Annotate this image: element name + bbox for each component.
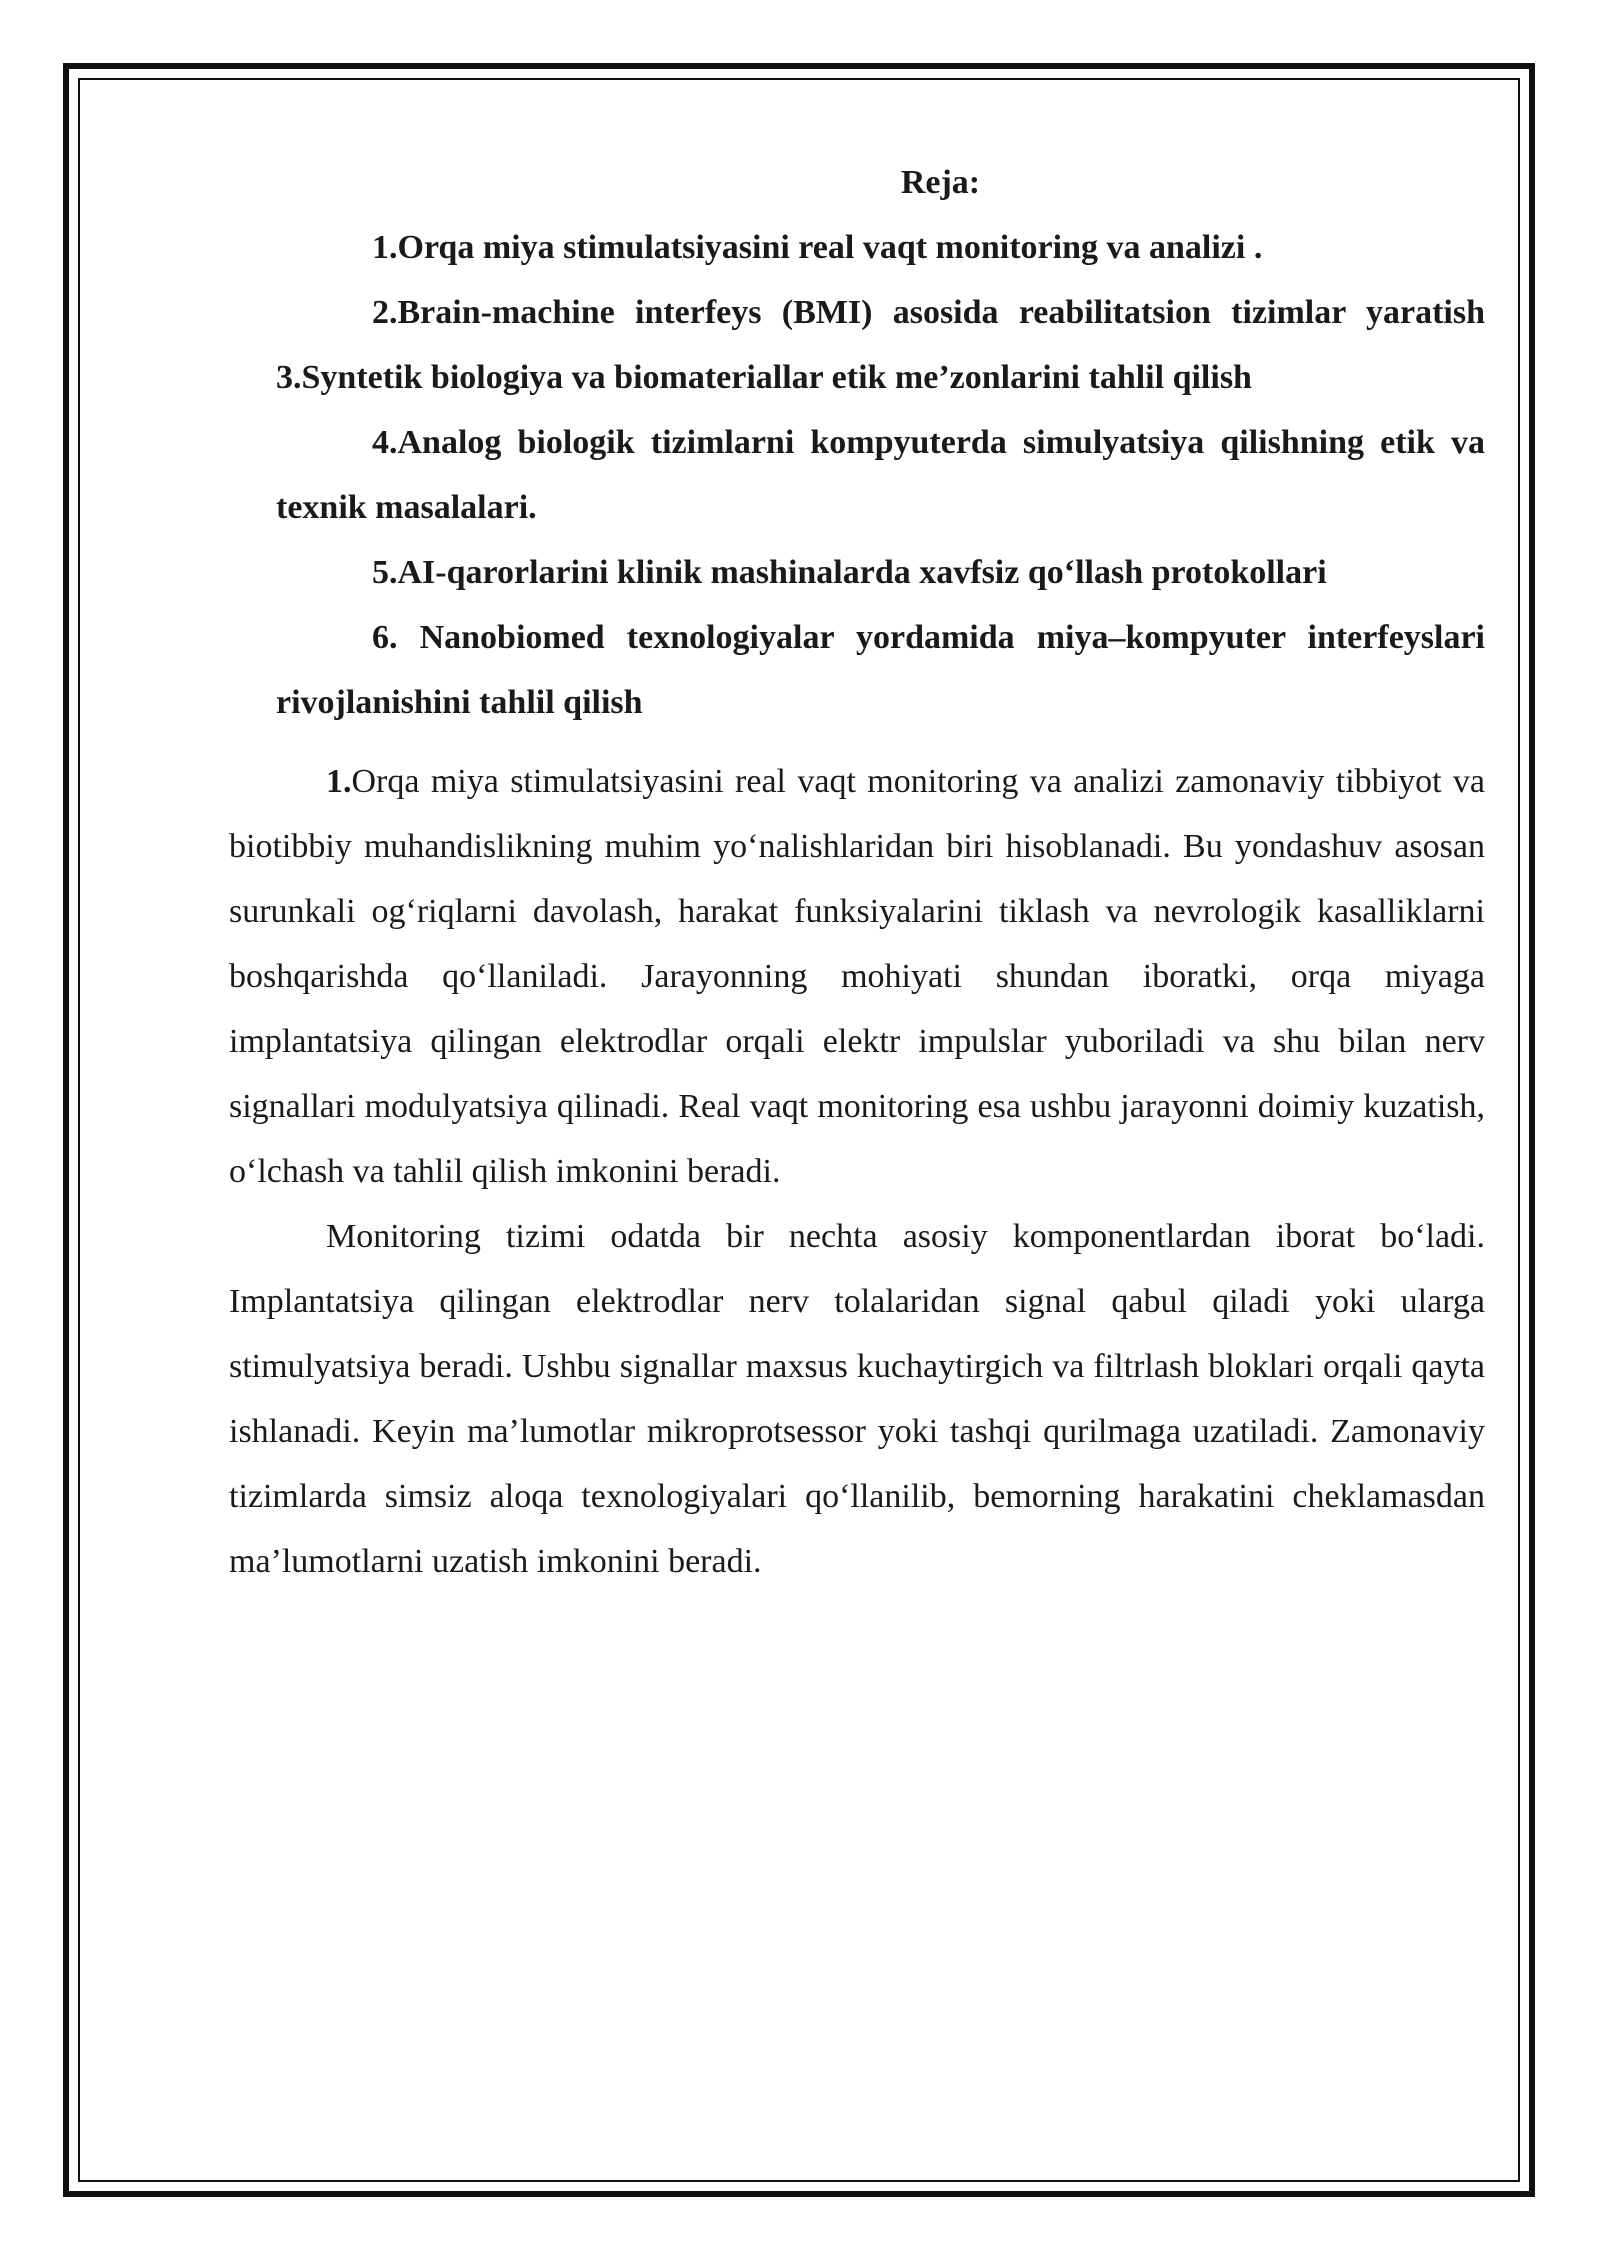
- paragraph-1: [229, 749, 1485, 1204]
- plan-item-2: 2.Brain-machine interfeys (BMI) asosida reabilitatsion tizimlar yaratish 3.Syntetik biologiya va biomateriallar etik me’zonlarini tahlil qilish: [276, 294, 1485, 396]
- paragraph-2: [229, 1204, 1485, 1594]
- plan-section: [276, 150, 1485, 735]
- paragraph-2-text: Monitoring tizimi odatda bir nechta asosiy komponentlardan iborat bo‘ladi. Implantatsiya qilingan elektrodlar nerv tolalaridan signal qabul qiladi yoki ularga stimulyatsiya beradi. Ushbu signallar maxsus kuchaytirgich va filtrlash bloklari orqali qayta ishlanadi. Keyin ma’lumotlar mikroprotsessor yoki tashqi qurilmaga uzatiladi. Zamonaviy tizimlarda simsiz aloqa texnologiyalari qo‘llanilib, bemorning harakatini cheklamasdan ma’lumotlarni uzatish imkonini beradi.: [229, 1218, 1485, 1580]
- plan-item-6: 6. Nanobiomed texnologiyalar yordamida miya–kompyuter interfeyslari rivojlanishini tahlil qilish: [276, 619, 1485, 721]
- plan-item-1: 1.Orqa miya stimulatsiyasini real vaqt monitoring va analizi .: [372, 229, 1263, 266]
- plan-item-4: 4.Analog biologik tizimlarni kompyuterda simulyatsiya qilishning etik va texnik masalalari.: [276, 424, 1485, 526]
- plan-title: Reja:: [900, 164, 981, 201]
- paragraph-1-text: Orqa miya stimulatsiyasini real vaqt monitoring va analizi zamonaviy tibbiyot va biotibbiy muhandislikning muhim yo‘nalishlaridan biri hisoblanadi. Bu yondashuv asosan surunkali og‘riqlarni davolash, harakat funksiyalarini tiklash va nevrologik kasalliklarni boshqarishda qo‘llaniladi. Jarayonning mohiyati shundan iboratki, orqa miyaga implantatsiya qilingan elektrodlar orqali elektr impulslar yuboriladi va shu bilan nerv signallari modulyatsiya qilinadi. Real vaqt monitoring esa ushbu jarayonni doimiy kuzatish, o‘lchash va tahlil qilish imkonini beradi.: [229, 763, 1485, 1190]
- plan-item-5: 5.AI-qarorlarini klinik mashinalarda xavfsiz qo‘llash protokollari: [372, 554, 1327, 591]
- paragraph-1-lead: 1.: [326, 763, 352, 800]
- body-text: [229, 749, 1485, 1594]
